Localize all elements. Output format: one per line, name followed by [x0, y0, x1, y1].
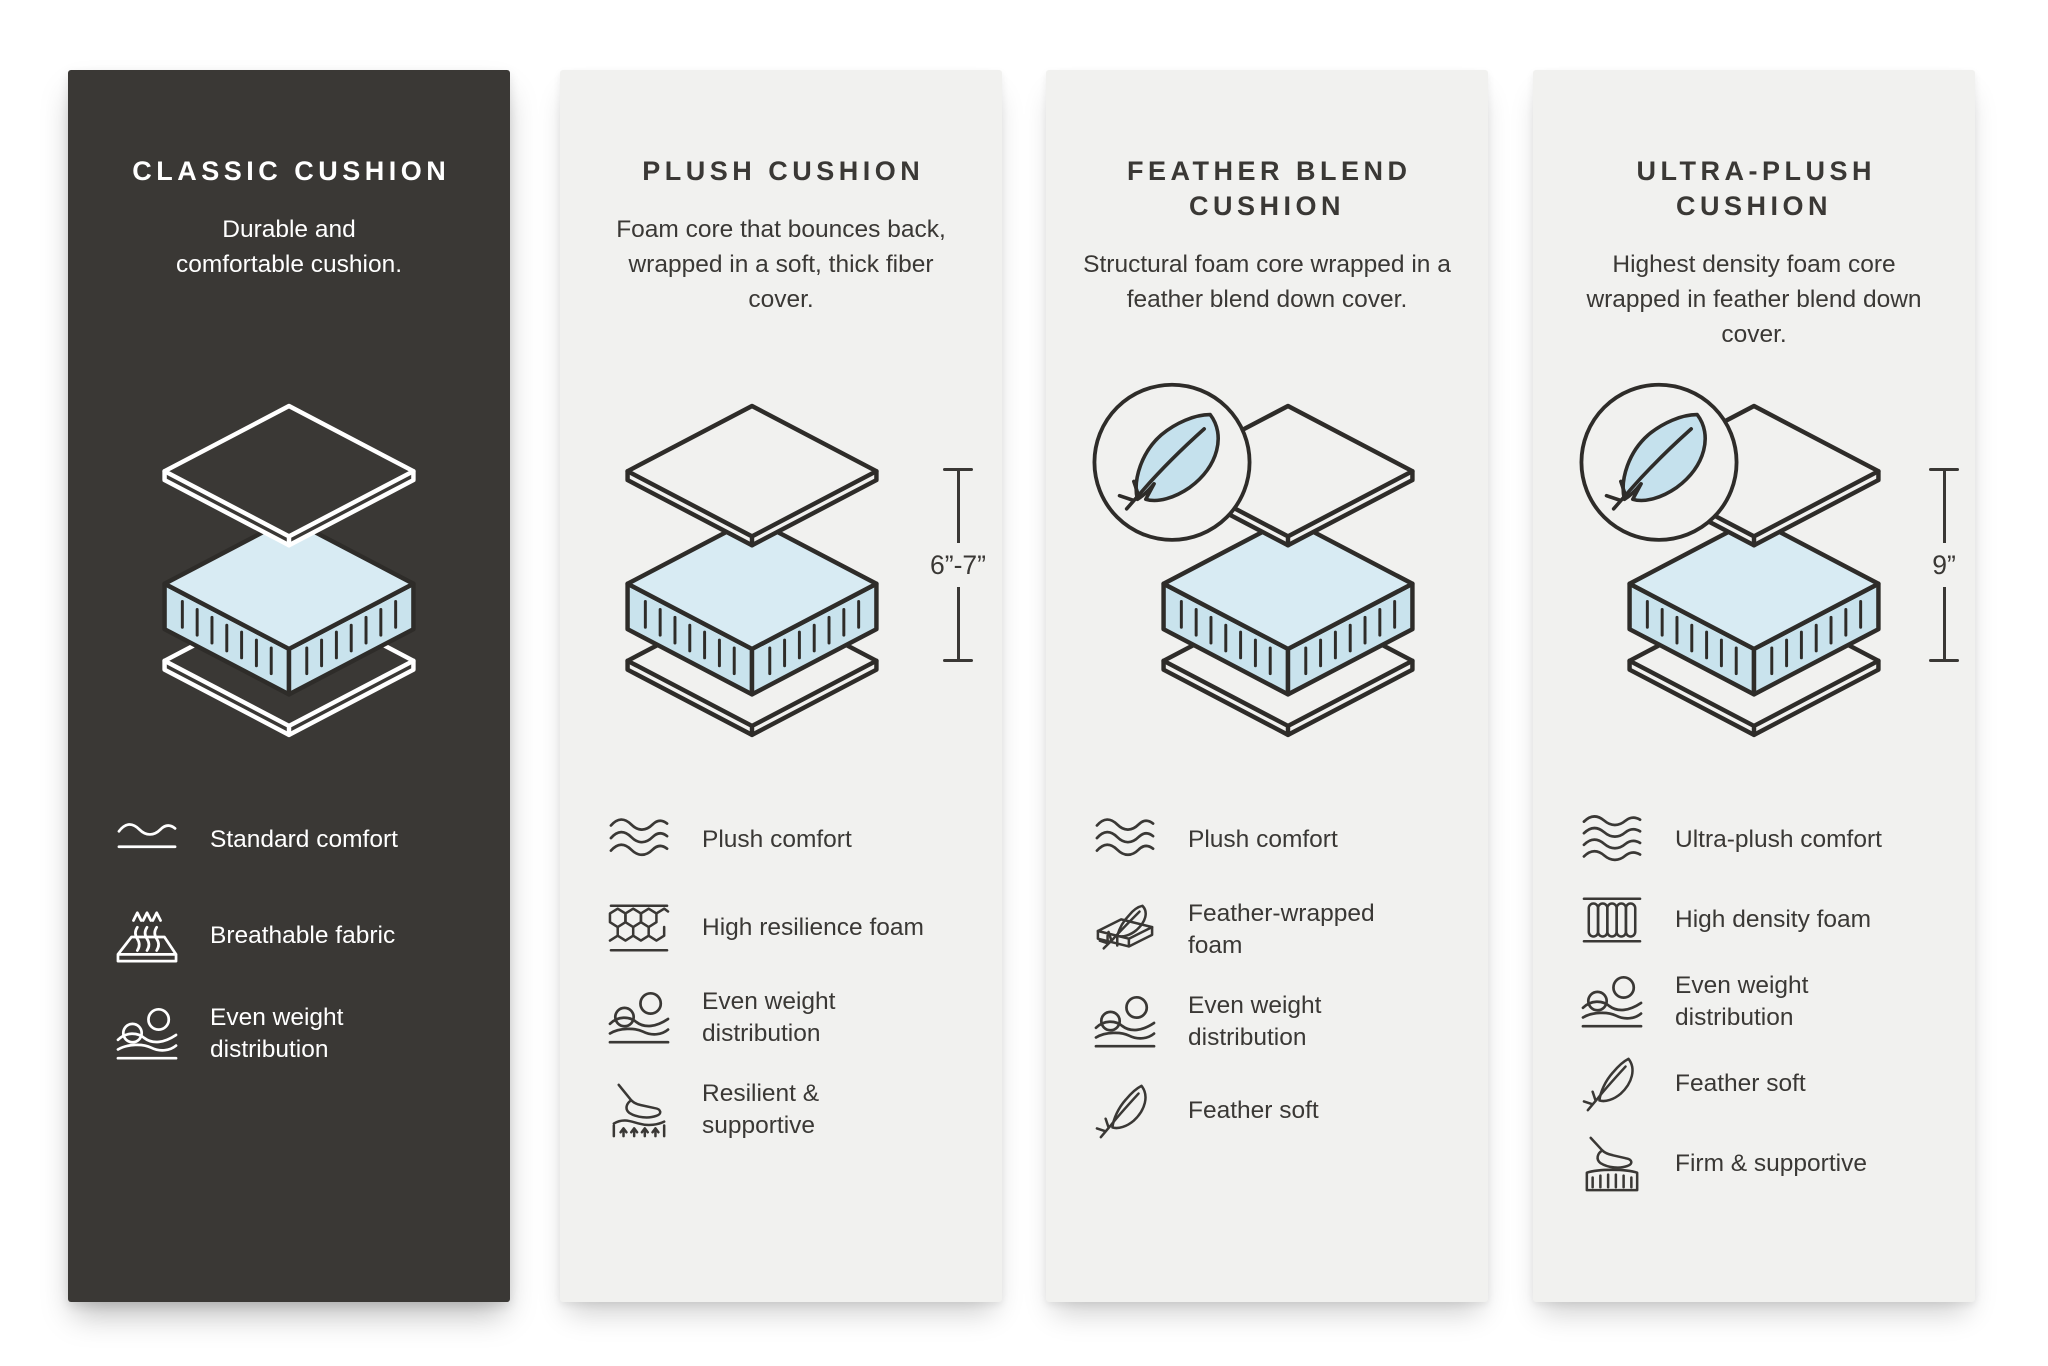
resilient-support-icon	[604, 1080, 674, 1140]
card-title: FEATHER BLEND CUSHION	[1127, 156, 1412, 222]
feature-row	[1577, 1134, 1945, 1194]
feature-row	[604, 1078, 972, 1142]
feature-row	[604, 810, 972, 870]
feature-label: Feather-wrapped foam	[1188, 900, 1375, 959]
card-description: Structural foam core wrapped in a feather blend down cover.	[1083, 251, 1451, 313]
height-dimension	[1929, 468, 1959, 662]
dimension-line	[1943, 587, 1946, 659]
card-header	[560, 70, 1002, 330]
firm-support-icon	[1577, 1134, 1647, 1194]
waves-icon	[1577, 810, 1647, 870]
feature-row	[1577, 970, 1945, 1034]
feature-label: Feather soft	[1188, 1097, 1319, 1125]
dimension-cap-bottom	[1929, 659, 1959, 662]
cushion-layers-diagram	[1046, 330, 1488, 800]
feature-label: Plush comfort	[702, 826, 852, 854]
feather-wrapped-foam-icon	[1090, 900, 1160, 960]
feature-label: High density foam	[1675, 906, 1872, 934]
feature-row	[1090, 810, 1458, 870]
dimension-line	[957, 587, 960, 659]
waves-icon	[112, 810, 182, 870]
card-description: Durable and comfortable cushion.	[175, 216, 403, 278]
even-weight-icon	[604, 988, 674, 1048]
feature-label: High resilience foam	[702, 914, 924, 942]
feature-row	[1577, 890, 1945, 950]
breathable-fabric-icon	[112, 906, 182, 966]
feature-label: Ultra-plush comfort	[1675, 826, 1882, 854]
high-density-foam-icon	[1577, 890, 1647, 950]
feature-label: Even weight distribution	[210, 1004, 344, 1063]
feature-label: Plush comfort	[1188, 826, 1338, 854]
card-plush-cushion	[560, 70, 1002, 1302]
feature-list	[68, 810, 510, 1066]
feather-icon	[1090, 1081, 1160, 1141]
feature-row	[1577, 810, 1945, 870]
dimension-label: 9”	[1932, 549, 1956, 580]
feature-list	[560, 810, 1002, 1141]
cushion-layers-diagram	[1533, 330, 1975, 800]
card-header	[1533, 70, 1975, 348]
feature-row	[1090, 898, 1458, 962]
dimension-label: 6”-7”	[930, 549, 986, 580]
feature-row	[1090, 1081, 1458, 1141]
cushion-layers-illustration	[131, 392, 447, 738]
card-title: PLUSH CUSHION	[642, 156, 925, 186]
feature-row	[1090, 990, 1458, 1054]
dimension-line	[1943, 471, 1946, 543]
feature-list	[1533, 810, 1975, 1194]
cushion-layers-diagram	[68, 330, 510, 800]
feature-row	[604, 898, 972, 958]
feature-label: Even weight distribution	[702, 988, 836, 1047]
card-description: Highest density foam core wrapped in feather blend down cover.	[1586, 251, 1922, 348]
feature-label: Resilient & supportive	[702, 1079, 820, 1139]
feather-icon	[1577, 1054, 1647, 1114]
feature-label: Firm & supportive	[1675, 1149, 1867, 1177]
waves-icon	[604, 810, 674, 870]
feature-list	[1046, 810, 1488, 1141]
feature-row	[112, 906, 480, 966]
feather-badge-icon	[1573, 374, 1745, 553]
feature-row	[112, 810, 480, 870]
feather-badge-icon	[1086, 374, 1258, 553]
card-ultra-plush-cushion	[1533, 70, 1975, 1302]
feature-label: Even weight distribution	[1188, 991, 1322, 1051]
feature-row	[112, 1002, 480, 1066]
card-header	[1046, 70, 1488, 330]
cushion-layers-diagram	[560, 330, 1002, 800]
card-feather-blend-cushion	[1046, 70, 1488, 1302]
feature-row	[1577, 1054, 1945, 1114]
card-classic-cushion	[68, 70, 510, 1302]
honeycomb-foam-icon	[604, 898, 674, 958]
card-header	[68, 70, 510, 330]
card-description: Foam core that bounces back, wrapped in a soft, thick fiber cover.	[616, 216, 946, 313]
feature-label: Feather soft	[1675, 1069, 1806, 1097]
dimension-cap-bottom	[943, 659, 973, 662]
even-weight-icon	[1577, 972, 1647, 1032]
card-title: CLASSIC CUSHION	[132, 156, 451, 186]
dimension-line	[957, 471, 960, 543]
feature-row	[604, 986, 972, 1050]
card-title: ULTRA-PLUSH CUSHION	[1636, 156, 1876, 222]
height-dimension	[930, 468, 986, 662]
cushion-layers-illustration	[594, 392, 910, 738]
feature-label: Standard comfort	[210, 826, 398, 854]
even-weight-icon	[1090, 992, 1160, 1052]
even-weight-icon	[112, 1004, 182, 1064]
feature-label: Breathable fabric	[210, 922, 396, 950]
waves-icon	[1090, 810, 1160, 870]
feature-label: Even weight distribution	[1675, 972, 1809, 1031]
